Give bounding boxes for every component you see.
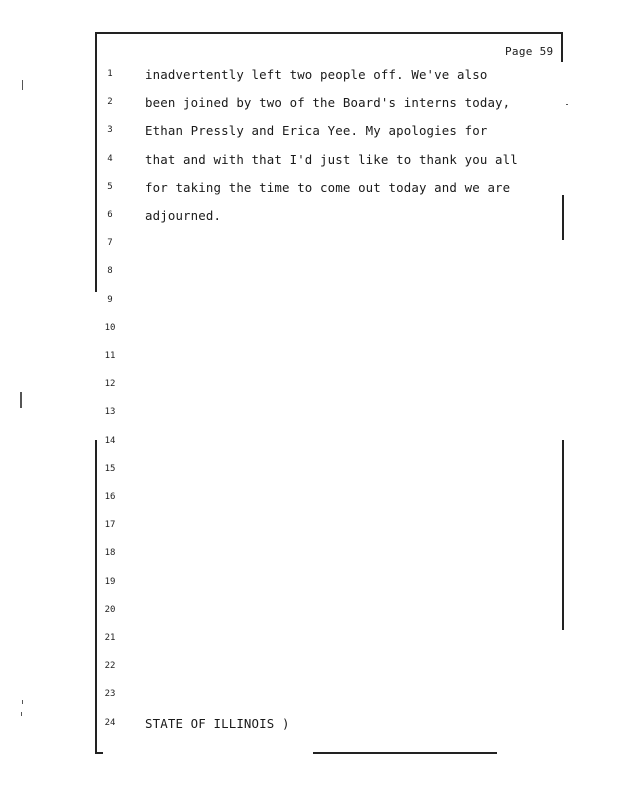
line-text: STATE OF ILLINOIS )	[145, 715, 290, 731]
line-number: 18	[104, 548, 116, 559]
line-text: adjourned.	[145, 208, 222, 223]
margin-speck	[22, 80, 23, 90]
line-text: for taking the time to come out today and we are	[145, 179, 511, 195]
line-number: 22	[104, 661, 116, 672]
line-text: been joined by two of the Board's interns today,	[145, 95, 511, 111]
margin-speck	[21, 712, 22, 716]
line-number: 10	[104, 322, 116, 333]
line-number: 20	[104, 604, 116, 615]
left-border-upper	[95, 32, 97, 292]
line-text: that and with that I'd just like to thank you all	[145, 151, 518, 167]
line-number: 11	[104, 351, 116, 361]
line-text: Ethan Pressly and Erica Yee. My apologies for	[145, 123, 488, 139]
top-border	[95, 32, 562, 34]
right-border-mid	[562, 195, 564, 240]
left-border-lower	[95, 440, 97, 752]
line-number: 6	[107, 210, 113, 220]
margin-speck	[566, 104, 568, 105]
line-number: 15	[104, 463, 116, 474]
line-number: 7	[107, 238, 113, 249]
line-number: 24	[104, 717, 116, 728]
line-number: 14	[104, 435, 116, 446]
line-number: 1	[107, 69, 113, 79]
line-text: inadvertently left two people off. We've also	[145, 67, 488, 82]
line-number: 16	[104, 492, 116, 502]
page-number: Page 59	[505, 45, 554, 58]
right-border-top	[561, 32, 563, 62]
line-number: 5	[107, 181, 113, 192]
margin-speck	[20, 392, 22, 408]
line-number: 21	[104, 633, 116, 643]
margin-speck	[22, 700, 23, 704]
bottom-left-border	[95, 752, 103, 754]
line-number: 12	[104, 379, 116, 390]
line-number: 13	[104, 407, 116, 418]
line-number: 2	[107, 97, 113, 108]
line-number: 4	[107, 153, 113, 164]
footer-rule	[313, 752, 497, 754]
line-number: 19	[104, 576, 116, 587]
line-number: 17	[104, 520, 116, 531]
right-border-lower	[562, 440, 564, 630]
line-number: 8	[107, 266, 113, 277]
line-number: 9	[107, 294, 113, 305]
line-number: 23	[104, 689, 116, 700]
line-number: 3	[107, 125, 113, 136]
